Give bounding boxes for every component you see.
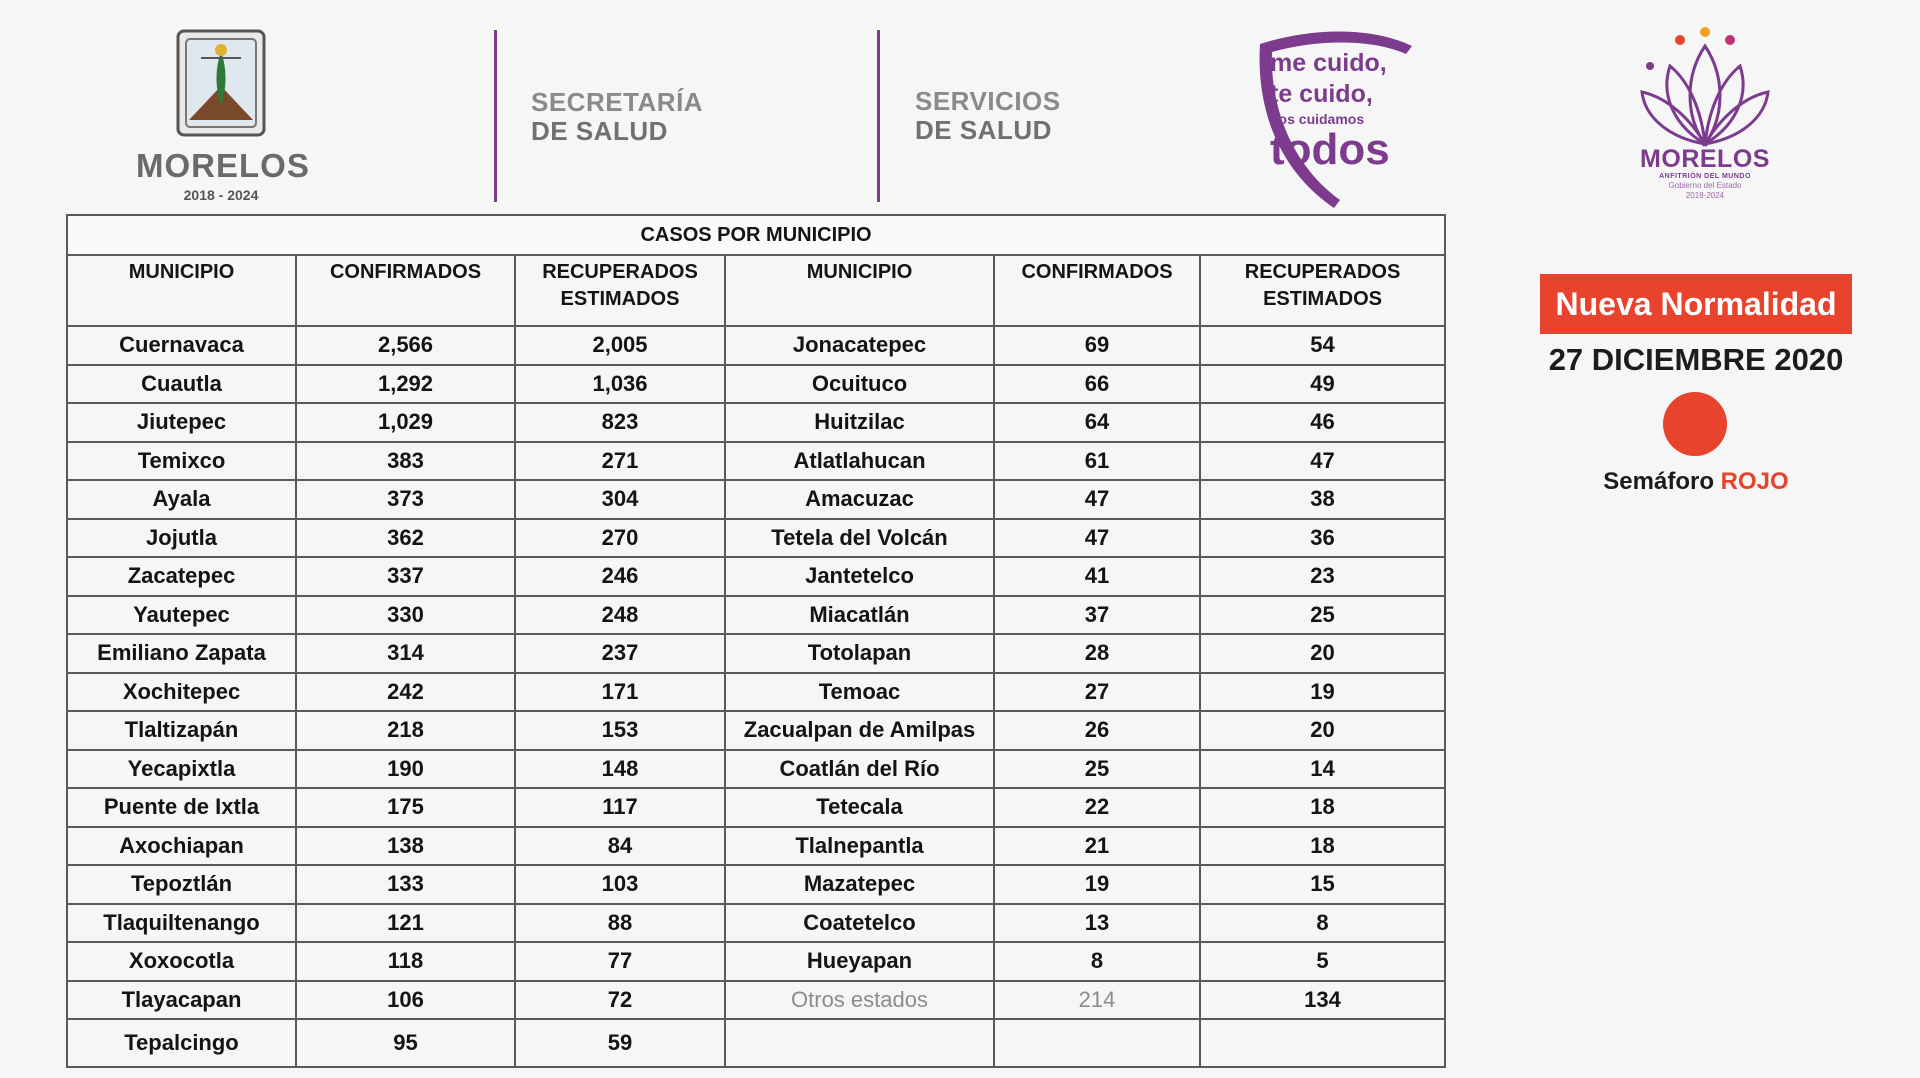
municipio-cell: Xoxocotla [67,942,296,981]
table-row [67,673,1445,712]
municipio-cell: Amacuzac [725,480,994,519]
confirmados-cell: 133 [296,865,515,904]
recuperados-cell [1200,1019,1445,1067]
municipio-cell: Jiutepec [67,403,296,442]
municipio-cell: Xochitepec [67,673,296,712]
confirmados-cell: 1,292 [296,365,515,404]
column-header: CONFIRMADOS [296,255,515,326]
divider [877,30,880,202]
table-row [67,634,1445,673]
recuperados-cell: 77 [515,942,725,981]
municipio-cell: Cuautla [67,365,296,404]
confirmados-cell: 66 [994,365,1200,404]
confirmados-cell: 2,566 [296,326,515,365]
municipio-cell: Emiliano Zapata [67,634,296,673]
confirmados-cell: 41 [994,557,1200,596]
recuperados-cell: 117 [515,788,725,827]
recuperados-cell: 2,005 [515,326,725,365]
table-row [67,904,1445,943]
recuperados-cell: 246 [515,557,725,596]
report-date: 27 DICIEMBRE 2020 [1548,342,1844,377]
confirmados-cell: 21 [994,827,1200,866]
recuperados-cell: 88 [515,904,725,943]
table-row [67,326,1445,365]
campaign-logo: me cuido, te cuido, nos cuidamos todos [1270,49,1390,174]
table-row [67,365,1445,404]
municipio-cell: Zacatepec [67,557,296,596]
recuperados-cell: 271 [515,442,725,481]
morelos-seal-icon [175,28,267,138]
confirmados-cell: 22 [994,788,1200,827]
recuperados-cell: 38 [1200,480,1445,519]
lotus-flower-icon [1630,26,1780,151]
municipio-cell: Ayala [67,480,296,519]
recuperados-cell: 103 [515,865,725,904]
recuperados-cell: 153 [515,711,725,750]
recuperados-cell: 23 [1200,557,1445,596]
municipio-cell: Coatetelco [725,904,994,943]
table-row [67,788,1445,827]
table-row [67,480,1445,519]
state-years: 2018 - 2024 [183,187,259,203]
municipio-cell: Hueyapan [725,942,994,981]
confirmados-cell: 19 [994,865,1200,904]
confirmados-cell: 47 [994,519,1200,558]
confirmados-cell: 37 [994,596,1200,635]
municipio-cell: Puente de Ixtla [67,788,296,827]
recuperados-cell: 72 [515,981,725,1020]
confirmados-cell: 175 [296,788,515,827]
recuperados-cell: 5 [1200,942,1445,981]
recuperados-cell: 237 [515,634,725,673]
confirmados-cell: 314 [296,634,515,673]
table-row [67,750,1445,789]
municipio-cell: Zacualpan de Amilpas [725,711,994,750]
recuperados-cell: 36 [1200,519,1445,558]
semaforo-status: Semáforo ROJO [1603,468,1789,495]
confirmados-cell: 190 [296,750,515,789]
state-name: MORELOS [136,147,310,184]
table-row [67,981,1445,1020]
table-row [67,942,1445,981]
recuperados-cell: 15 [1200,865,1445,904]
confirmados-cell: 28 [994,634,1200,673]
servicios-de-salud: SERVICIOS DE SALUD [915,86,1061,145]
divider [494,30,497,202]
recuperados-cell: 25 [1200,596,1445,635]
municipio-cell: Temoac [725,673,994,712]
tourism-logo: MORELOS ANFITRIÓN DEL MUNDO Gobierno del Estado 2018-2024 [1640,145,1770,200]
confirmados-cell: 383 [296,442,515,481]
column-header: RECUPERADOS ESTIMADOS [1200,255,1445,326]
municipio-cell: Huitzilac [725,403,994,442]
table-row [67,865,1445,904]
municipio-cell: Otros estados [725,981,994,1020]
confirmados-cell: 373 [296,480,515,519]
recuperados-cell: 304 [515,480,725,519]
table-row [67,519,1445,558]
municipio-cell: Tlaltizapán [67,711,296,750]
confirmados-cell: 330 [296,596,515,635]
confirmados-cell: 362 [296,519,515,558]
municipio-cell: Mazatepec [725,865,994,904]
confirmados-cell: 118 [296,942,515,981]
confirmados-cell: 47 [994,480,1200,519]
confirmados-cell: 64 [994,403,1200,442]
municipio-cell: Totolapan [725,634,994,673]
municipio-cell: Yautepec [67,596,296,635]
recuperados-cell: 20 [1200,634,1445,673]
recuperados-cell: 47 [1200,442,1445,481]
table-row [67,711,1445,750]
confirmados-cell: 8 [994,942,1200,981]
municipio-cell: Tlaquiltenango [67,904,296,943]
municipio-cell: Tetela del Volcán [725,519,994,558]
recuperados-cell: 54 [1200,326,1445,365]
column-header: MUNICIPIO [725,255,994,326]
confirmados-cell [994,1019,1200,1067]
municipio-cell: Tepalcingo [67,1019,296,1067]
column-header: CONFIRMADOS [994,255,1200,326]
municipio-cell: Tlalnepantla [725,827,994,866]
table-row [67,557,1445,596]
municipio-cell: Tepoztlán [67,865,296,904]
recuperados-cell: 84 [515,827,725,866]
confirmados-cell: 95 [296,1019,515,1067]
municipio-cell: Jonacatepec [725,326,994,365]
confirmados-cell: 61 [994,442,1200,481]
recuperados-cell: 270 [515,519,725,558]
column-header: RECUPERADOS ESTIMADOS [515,255,725,326]
municipio-cell: Miacatlán [725,596,994,635]
municipio-cell: Cuernavaca [67,326,296,365]
municipio-cell: Ocuituco [725,365,994,404]
recuperados-cell: 248 [515,596,725,635]
recuperados-cell: 171 [515,673,725,712]
table-row [67,827,1445,866]
recuperados-cell: 18 [1200,827,1445,866]
table-row [67,596,1445,635]
recuperados-cell: 18 [1200,788,1445,827]
recuperados-cell: 1,036 [515,365,725,404]
municipio-cell: Axochiapan [67,827,296,866]
confirmados-cell: 27 [994,673,1200,712]
traffic-light-dot-icon [1663,392,1727,456]
confirmados-cell: 242 [296,673,515,712]
table-body [67,326,1445,1067]
municipio-cell: Coatlán del Río [725,750,994,789]
confirmados-cell: 13 [994,904,1200,943]
confirmados-cell: 214 [994,981,1200,1020]
confirmados-cell: 218 [296,711,515,750]
recuperados-cell: 823 [515,403,725,442]
municipio-cell: Tetecala [725,788,994,827]
municipio-cell: Tlayacapan [67,981,296,1020]
municipio-cell: Yecapixtla [67,750,296,789]
confirmados-cell: 26 [994,711,1200,750]
municipio-cell: Jantetelco [725,557,994,596]
recuperados-cell: 19 [1200,673,1445,712]
table-header-row [67,255,1445,326]
recuperados-cell: 14 [1200,750,1445,789]
confirmados-cell: 1,029 [296,403,515,442]
confirmados-cell: 337 [296,557,515,596]
municipio-cell [725,1019,994,1067]
table-row [67,1019,1445,1067]
recuperados-cell: 46 [1200,403,1445,442]
recuperados-cell: 59 [515,1019,725,1067]
confirmados-cell: 121 [296,904,515,943]
confirmados-cell: 106 [296,981,515,1020]
table-row [67,403,1445,442]
recuperados-cell: 148 [515,750,725,789]
nueva-normalidad-badge: Nueva Normalidad [1540,274,1852,334]
confirmados-cell: 138 [296,827,515,866]
column-header: MUNICIPIO [67,255,296,326]
recuperados-cell: 8 [1200,904,1445,943]
confirmados-cell: 69 [994,326,1200,365]
municipio-cell: Atlatlahucan [725,442,994,481]
municipio-cell: Temixco [67,442,296,481]
confirmados-cell: 25 [994,750,1200,789]
recuperados-cell: 49 [1200,365,1445,404]
cases-table [66,214,1444,1068]
table-title: CASOS POR MUNICIPIO [67,215,1445,255]
table-row [67,442,1445,481]
state-logo [136,28,310,208]
secretaria-de-salud: SECRETARÍA DE SALUD [531,87,704,146]
recuperados-cell: 134 [1200,981,1445,1020]
recuperados-cell: 20 [1200,711,1445,750]
municipio-cell: Jojutla [67,519,296,558]
